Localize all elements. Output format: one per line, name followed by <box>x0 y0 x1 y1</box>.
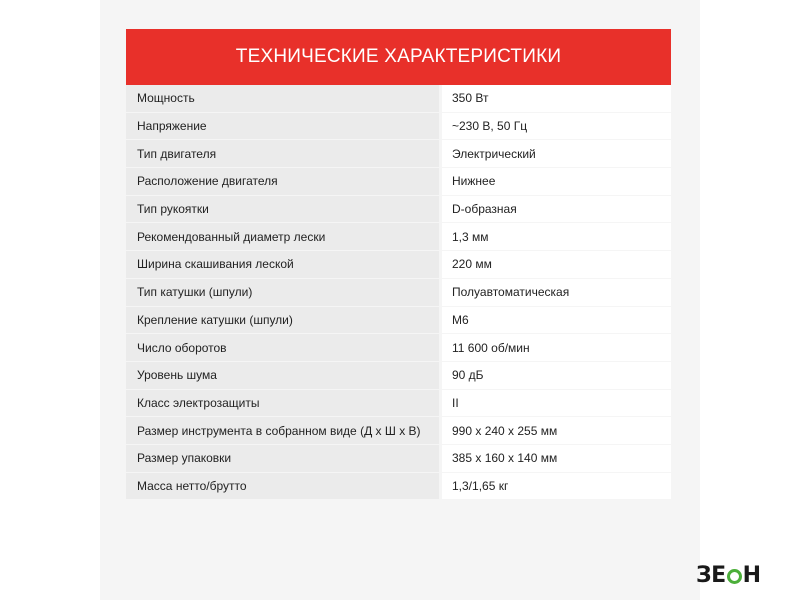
table-row <box>126 251 671 279</box>
brand-logo <box>696 563 761 587</box>
spec-label: Тип рукоятки <box>126 195 439 223</box>
table-row <box>126 85 671 112</box>
spec-label: Тип двигателя <box>126 140 439 168</box>
spec-value: 350 Вт <box>442 85 671 112</box>
spec-value: 990 x 240 x 255 мм <box>442 417 671 445</box>
table-row <box>126 278 671 306</box>
spec-value: 1,3 мм <box>442 223 671 251</box>
spec-label: Напряжение <box>126 112 439 140</box>
spec-label: Тип катушки (шпули) <box>126 278 439 306</box>
table-row <box>126 168 671 196</box>
spec-label: Размер упаковки <box>126 444 439 472</box>
table-row <box>126 140 671 168</box>
table-row <box>126 472 671 500</box>
logo-text-end: Н <box>742 562 761 588</box>
spec-table <box>126 85 671 500</box>
spec-value: Полуавтоматическая <box>442 278 671 306</box>
spec-value: Электрический <box>442 140 671 168</box>
table-row <box>126 361 671 389</box>
spec-value: ~230 В, 50 Гц <box>442 112 671 140</box>
table-row <box>126 306 671 334</box>
spec-label: Мощность <box>126 85 439 112</box>
spec-label: Класс электрозащиты <box>126 389 439 417</box>
spec-label: Ширина скашивания леской <box>126 251 439 279</box>
spec-label: Рекомендованный диаметр лески <box>126 223 439 251</box>
spec-label: Расположение двигателя <box>126 168 439 196</box>
spec-value: М6 <box>442 306 671 334</box>
table-row <box>126 389 671 417</box>
spec-header <box>126 29 671 85</box>
spec-value: D-образная <box>442 195 671 223</box>
table-row <box>126 444 671 472</box>
page-title: ТЕХНИЧЕСКИЕ ХАРАКТЕРИСТИКИ <box>235 46 562 67</box>
spec-label: Уровень шума <box>126 361 439 389</box>
leaf-icon <box>727 569 742 584</box>
spec-label: Крепление катушки (шпули) <box>126 306 439 334</box>
spec-value: 385 x 160 x 140 мм <box>442 444 671 472</box>
spec-value: 90 дБ <box>442 361 671 389</box>
table-row <box>126 334 671 362</box>
spec-value: Нижнее <box>442 168 671 196</box>
spec-value: II <box>442 389 671 417</box>
spec-value: 220 мм <box>442 251 671 279</box>
table-row <box>126 417 671 445</box>
table-row <box>126 223 671 251</box>
spec-value: 11 600 об/мин <box>442 334 671 362</box>
spec-value: 1,3/1,65 кг <box>442 472 671 500</box>
logo-text-start: ЗЕ <box>696 562 726 588</box>
spec-label: Масса нетто/брутто <box>126 472 439 500</box>
spec-label: Число оборотов <box>126 334 439 362</box>
table-row <box>126 195 671 223</box>
spec-label: Размер инструмента в собранном виде (Д x Ш x В) <box>126 417 439 445</box>
table-row <box>126 112 671 140</box>
